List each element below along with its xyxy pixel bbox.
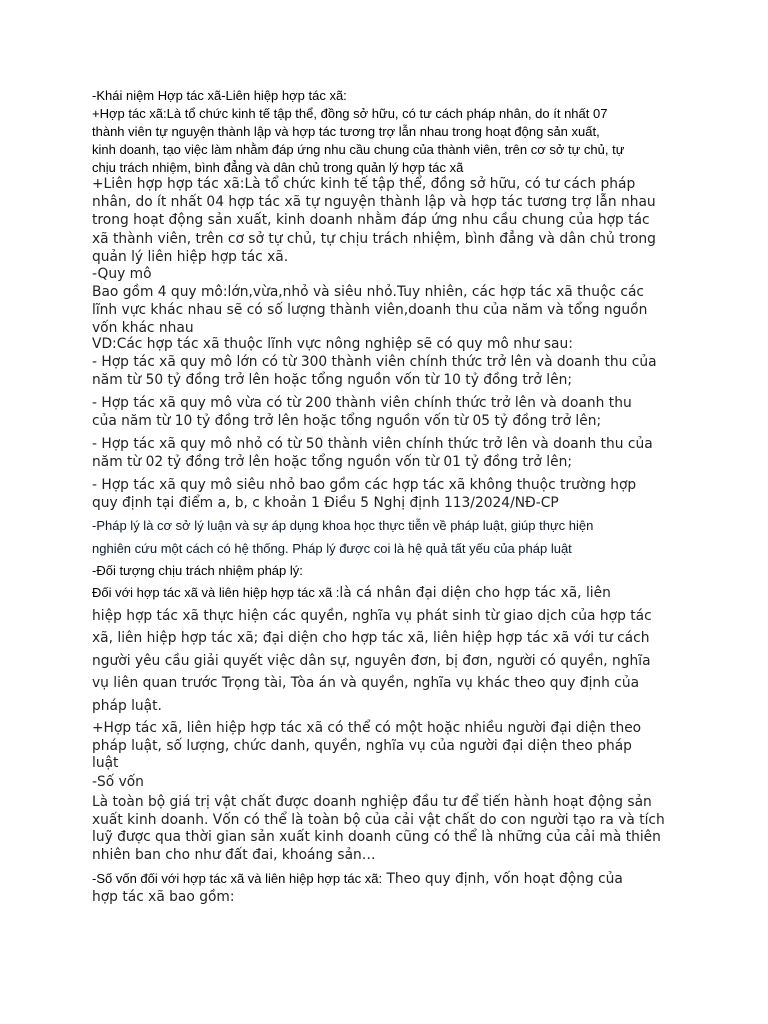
list-item-medium-scale: - Hợp tác xã quy mô vừa có từ 200 thành viên chính thức trở lên và doanh thu của năm từ 10 tỷ đồng trở lên hoặc tổng nguồn vốn từ 05 tỷ đồng trở lên; bbox=[92, 395, 632, 430]
legal-subject-body: là cá nhân đại diện cho hợp tác xã, liên hiệp hợp tác xã thực hiện các quyền, nghĩa vụ phát sinh từ giao dịch của hợp tác xã, liên hiệp hợp tác xã; đại diện cho hợp tác xã, liên hiệp hợp tác xã với tư cách người yêu cầu giải quyết việc dân sự, nguyên đơn, bị đơn, người có quyền, nghĩa vụ liên quan trước Trọng tài, Tòa án và quyền, nghĩa vụ khác theo quy định của pháp luật. bbox=[92, 585, 652, 714]
capital-cooperative-body: Theo quy định, vốn hoạt động của hợp tác xã bao gồm: bbox=[92, 871, 623, 905]
legal-subject-lead: Đối với hợp tác xã và liên hiệp hợp tác xã : bbox=[92, 585, 340, 600]
list-item-large-scale: - Hợp tác xã quy mô lớn có từ 300 thành viên chính thức trở lên và doanh thu của năm từ 50 tỷ đồng trở lên hoặc tổng nguồn vốn từ 10 tỷ đồng trở lên; bbox=[92, 354, 657, 389]
paragraph-example: VD:Các hợp tác xã thuộc lĩnh vực nông nghiệp sẽ có quy mô như sau: bbox=[92, 336, 573, 352]
paragraph-capital-cooperative bbox=[92, 870, 682, 906]
heading-capital: -Số vốn bbox=[92, 774, 144, 790]
paragraph-union-definition: +Liên hợp hợp tác xã:Là tổ chức kinh tế tập thể, đồng sở hữu, có tư cách pháp nhân, do ít nhất 04 hợp tác xã tự nguyện thành lập và hợp tác tương trợ lẫn nhau trong hoạt động sản xuất, kinh doanh nhằm đáp ứng nhu cầu chung của hợp tác xã thành viên, trên cơ sở tự chủ, tự chịu trách nhiệm, bình đẳng và dân chủ trong quản lý liên hiệp hợp tác xã. bbox=[92, 176, 656, 265]
list-item-small-scale: - Hợp tác xã quy mô nhỏ có từ 50 thành viên chính thức trở lên và doanh thu của năm từ 02 tỷ đồng trở lên hoặc tổng nguồn vốn từ 01 tỷ đồng trở lên; bbox=[92, 436, 653, 471]
list-item-micro-scale: - Hợp tác xã quy mô siêu nhỏ bao gồm các hợp tác xã không thuộc trường hợp quy định tại điểm a, b, c khoản 1 Điều 5 Nghị định 113/2024/NĐ-CP bbox=[92, 477, 637, 512]
capital-cooperative-lead: -Số vốn đối với hợp tác xã và liên hiệp hợp tác xã: bbox=[92, 871, 383, 886]
heading-definition: -Khái niệm Hợp tác xã-Liên hiệp hợp tác xã: bbox=[92, 88, 347, 103]
paragraph-capital-definition: Là toàn bộ giá trị vật chất được doanh nghiệp đầu tư để tiến hành hoạt động sản xuất kinh doanh. Vốn có thể là toàn bộ của cải vật chất do con người tạo ra và tích luỹ được qua thời gian sản xuất kinh doanh cũng có thể là những của cải mà thiên nhiên ban cho như đất đai, khoáng sản… bbox=[92, 794, 665, 863]
paragraph-legal-subject bbox=[92, 582, 682, 718]
paragraph-cooperative-definition: +Hợp tác xã:Là tổ chức kinh tế tập thể, đồng sở hữu, có tư cách pháp nhân, do ít nhất 07 thành viên tự nguyện thành lập và hợp tác tương trợ lẫn nhau trong hoạt động sản xuất, kinh doanh, tạo việc làm nhằm đáp ứng nhu cầu chung của thành viên, trên cơ sở tự chủ, tự chịu trách nhiệm, bình đẳng và dân chủ trong quản lý hợp tác xã bbox=[92, 106, 625, 175]
paragraph-legal-basis: -Pháp lý là cơ sở lý luận và sự áp dụng khoa học thực tiễn về pháp luật, giúp thực hiện nghiên cứu một cách có hệ thống. Pháp lý được coi là hệ quả tất yếu của pháp luật bbox=[92, 518, 594, 556]
paragraph-scale-intro: Bao gồm 4 quy mô:lớn,vừa,nhỏ và siêu nhỏ.Tuy nhiên, các hợp tác xã thuộc các lĩnh vực khác nhau sẽ có số lượng thành viên,doanh thu của năm và tổng nguồn vốn khác nhau bbox=[92, 284, 648, 337]
paragraph-representative: +Hợp tác xã, liên hiệp hợp tác xã có thể có một hoặc nhiều người đại diện theo pháp luật, số lượng, chức danh, quyền, nghĩa vụ của người đại diện theo pháp luật bbox=[92, 720, 642, 772]
heading-legal-subject: -Đối tượng chịu trách nhiệm pháp lý: bbox=[92, 563, 303, 578]
heading-scale: -Quy mô bbox=[92, 266, 152, 282]
